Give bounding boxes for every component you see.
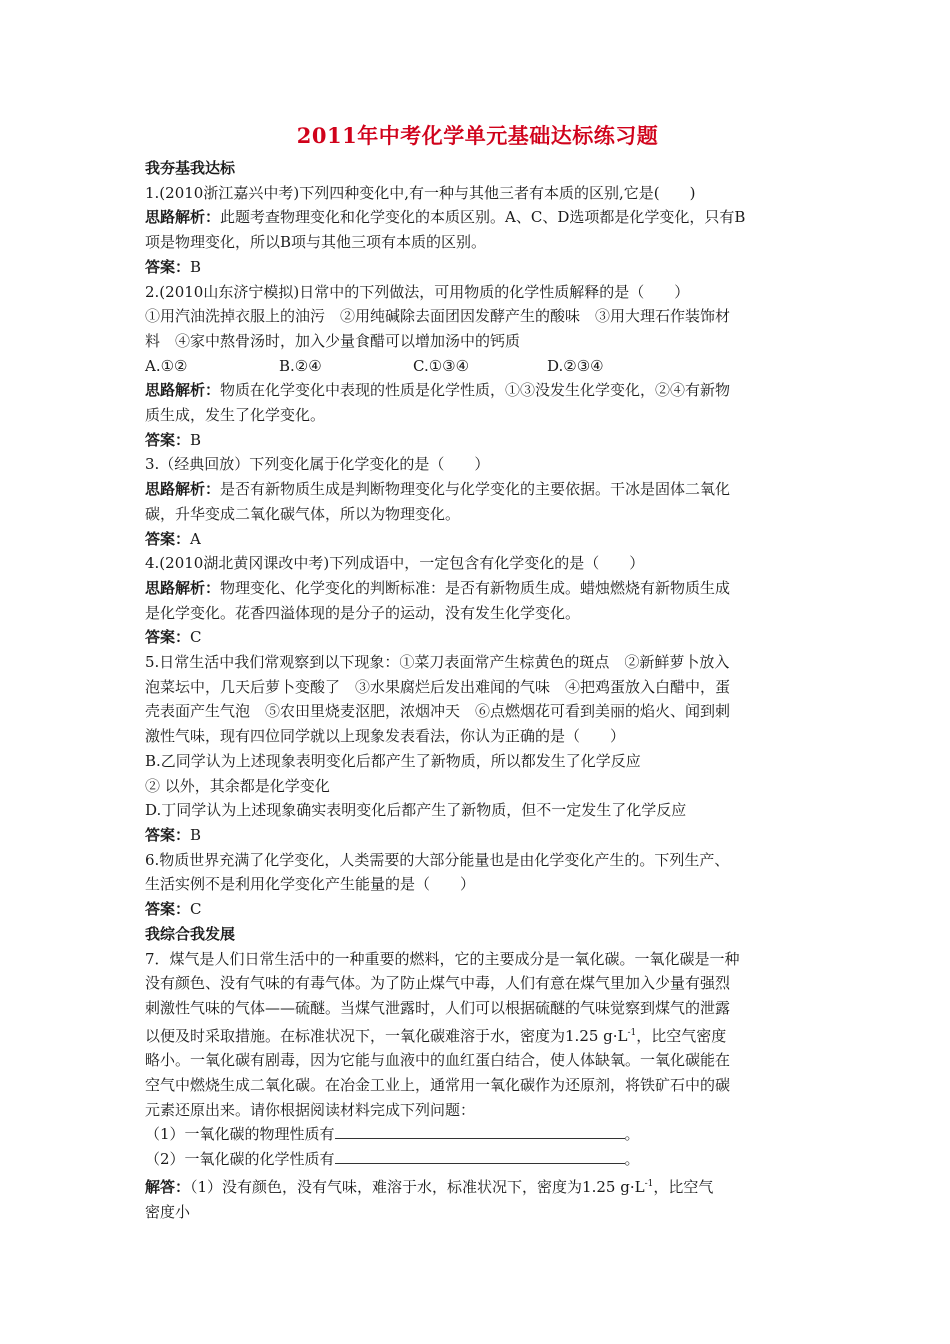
question-5-line: 壳表面产生气泡 ⑤农田里烧麦沤肥，浓烟冲天 ⑥点燃烟花可看到美丽的焰火、闻到刺 <box>145 702 731 721</box>
q2-items-cont: 料 ④家中熬骨汤时，加入少量食醋可以增加汤中的钙质 <box>145 331 521 350</box>
superscript: -1 <box>627 1027 637 1038</box>
q1-analysis-cont: 项是物理变化，所以B项与其他三项有本质的区别。 <box>145 233 487 252</box>
question-7-line: 元素还原出来。请你根据阅读材料完成下列问题： <box>145 1100 476 1119</box>
option-a: A.①② <box>145 356 188 375</box>
question-6: 6.物质世界充满了化学变化，人类需要的大部分能量也是由化学变化产生的。下列生产、 <box>145 850 730 869</box>
answer-text: （1）没有颜色，没有气味，难溶于水，标准状况下，密度为1.25 g·L <box>190 1177 645 1196</box>
analysis-label: 思路解析： <box>145 208 221 227</box>
sub-question-label: （1）一氧化碳的物理性质有 <box>145 1125 335 1144</box>
answer-label: 答案： <box>145 257 191 276</box>
text-span: ，比空气密度 <box>636 1026 727 1045</box>
q7-answer-cont: 密度小 <box>145 1202 191 1221</box>
superscript: -1 <box>644 1178 654 1189</box>
q6-answer <box>145 897 810 922</box>
answer-value: B <box>190 430 202 449</box>
section-heading-basic: 我夯基我达标 <box>145 159 236 177</box>
analysis-label: 思路解析： <box>145 578 221 597</box>
answer-value: C <box>190 628 202 647</box>
q5-answer <box>145 823 810 848</box>
question-5-line: 泡菜坛中，几天后萝卜变酸了 ③水果腐烂后发出难闻的气味 ④把鸡蛋放入白醋中，蛋 <box>145 677 731 696</box>
option-b: B.②④ <box>279 356 322 375</box>
q3-analysis <box>145 477 810 502</box>
question-6-line: 生活实例不是利用化学变化产生能量的是（ ） <box>145 875 476 894</box>
answer-blank[interactable] <box>335 1124 625 1139</box>
answer-value: B <box>190 825 202 844</box>
question-2: 2.(2010山东济宁模拟)日常中的下列做法，可用物质的化学性质解释的是（ ） <box>145 282 690 301</box>
period: 。 <box>624 1150 640 1169</box>
q4-analysis-cont: 是化学变化。花香四溢体现的是分子的运动，没有发生化学变化。 <box>145 603 581 622</box>
sub-question-label: （2）一氧化碳的化学性质有 <box>145 1150 335 1169</box>
q5-option-d: D.丁同学认为上述现象确实表明变化后都产生了新物质，但不一定发生了化学反应 <box>145 801 687 820</box>
analysis-text: 物理变化、化学变化的判断标准：是否有新物质生成。蜡烛燃烧有新物质生成 <box>220 578 731 597</box>
analysis-text: 此题考查物理变化和化学变化的本质区别。A、C、D选项都是化学变化，只有B <box>220 208 746 227</box>
answer-blank[interactable] <box>335 1149 625 1164</box>
question-3: 3.（经典回放）下列变化属于化学变化的是（ ） <box>145 455 490 474</box>
answer-label: 答案： <box>145 628 191 647</box>
option-d: D.②③④ <box>547 356 604 375</box>
answer-label: 解答： <box>145 1177 191 1196</box>
question-1: 1.(2010浙江嘉兴中考)下列四种变化中,有一种与其他三者有本质的区别,它是( ) <box>145 183 696 202</box>
q5-option-b: B.乙同学认为上述现象表明变化后都产生了新物质，所以都发生了化学反应 <box>145 751 641 770</box>
document-title: 2011年中考化学单元基础达标练习题 <box>296 123 659 148</box>
q2-answer <box>145 428 810 453</box>
q1-answer <box>145 255 810 280</box>
answer-label: 答案： <box>145 529 191 548</box>
q2-analysis <box>145 378 810 403</box>
question-7-line <box>145 1021 810 1049</box>
answer-value: A <box>190 529 201 548</box>
q2-items: ①用汽油洗掉衣服上的油污 ②用纯碱除去面团因发酵产生的酸味 ③用大理石作装饰材 <box>145 307 731 326</box>
answer-value: B <box>190 257 202 276</box>
question-5-line: 激性气味，现有四位同学就以上现象发表看法，你认为正确的是（ ） <box>145 727 626 746</box>
answer-text: ，比空气 <box>653 1177 714 1196</box>
analysis-label: 思路解析： <box>145 480 221 499</box>
analysis-label: 思路解析： <box>145 381 221 400</box>
question-5: 5.日常生活中我们常观察到以下现象：①菜刀表面常产生棕黄色的斑点 ②新鲜萝卜放入 <box>145 653 730 672</box>
q2-analysis-cont: 质生成，发生了化学变化。 <box>145 406 326 425</box>
q4-answer <box>145 625 810 650</box>
option-c: C.①③④ <box>413 356 470 375</box>
section-heading-advanced: 我综合我发展 <box>145 924 236 943</box>
question-7: 7．煤气是人们日常生活中的一种重要的燃料，它的主要成分是一氧化碳。一氧化碳是一种 <box>145 949 740 968</box>
q4-analysis <box>145 576 810 601</box>
q3-answer <box>145 527 810 552</box>
analysis-text: 物质在化学变化中表现的性质是化学性质，①③没发生化学变化，②④有新物 <box>220 381 731 400</box>
question-7-line: 刺激性气味的气体——硫醚。当煤气泄露时，人们可以根据硫醚的气味觉察到煤气的泄露 <box>145 998 731 1017</box>
q2-options <box>145 354 810 379</box>
analysis-text: 是否有新物质生成是判断物理变化与化学变化的主要依据。干冰是固体二氧化 <box>220 480 731 499</box>
answer-label: 答案： <box>145 825 191 844</box>
question-7-line: 没有颜色、没有气味的有毒气体。为了防止煤气中毒，人们有意在煤气里加入少量有强烈 <box>145 974 731 993</box>
q3-analysis-cont: 碳，升华变成二氧化碳气体，所以为物理变化。 <box>145 504 461 523</box>
period: 。 <box>624 1125 640 1144</box>
question-7-line: 略小。一氧化碳有剧毒，因为它能与血液中的血红蛋白结合，使人体缺氧。一氧化碳能在 <box>145 1051 731 1070</box>
question-7-line: 空气中燃烧生成二氧化碳。在冶金工业上，通常用一氧化碳作为还原剂，将铁矿石中的碳 <box>145 1076 731 1095</box>
answer-label: 答案： <box>145 900 191 919</box>
answer-value: C <box>190 900 202 919</box>
q1-analysis <box>145 205 810 230</box>
q7-sub-2 <box>145 1147 810 1172</box>
question-4: 4.(2010湖北黄冈课改中考)下列成语中，一定包含有化学变化的是（ ） <box>145 554 645 573</box>
document-page <box>145 120 810 1224</box>
answer-label: 答案： <box>145 430 191 449</box>
q7-answer <box>145 1172 810 1200</box>
q7-sub-1 <box>145 1122 810 1147</box>
text-span: 以便及时采取措施。在标准状况下，一氧化碳难溶于水，密度为1.25 g·L <box>145 1026 628 1045</box>
q5-option-c-fragment: ② 以外，其余都是化学变化 <box>145 776 330 795</box>
